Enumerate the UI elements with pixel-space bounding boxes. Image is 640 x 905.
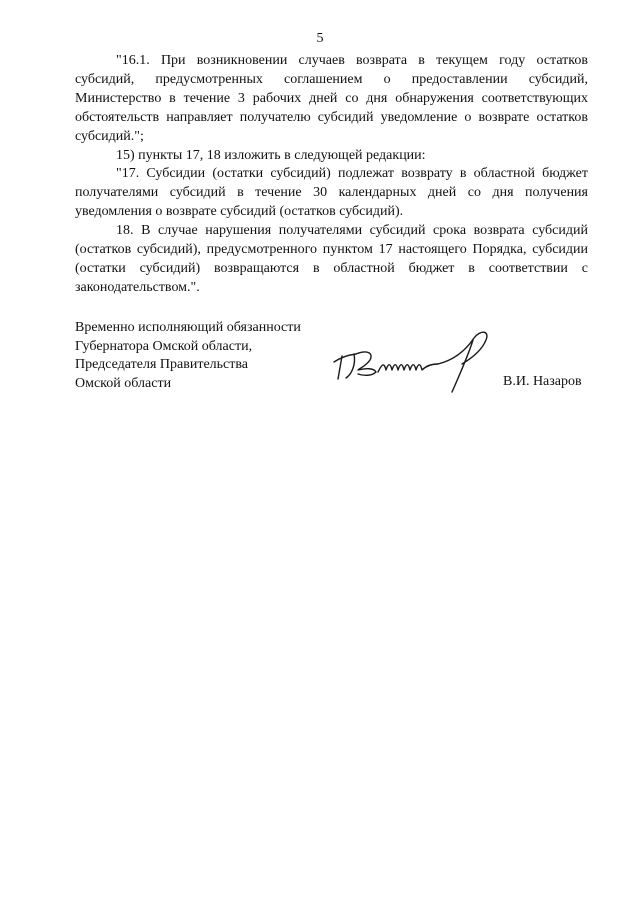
paragraph-17 xyxy=(75,165,588,222)
text-line: "17. Субсидии (остатки субсидий) подлежат возврату в областной xyxy=(116,166,535,182)
text-line: субсидий, предусмотренных соглашением о предоставлении субсидий, xyxy=(75,71,588,87)
text-line: субсидии (остатки субсидий) возвращаются в областной бюджет в xyxy=(75,242,589,276)
signatory-position xyxy=(75,319,301,393)
text-line: 18. В случае нарушения получателями субсидий срока возврата субсидий xyxy=(116,223,588,239)
text-line: Министерство в течение 3 рабочих дней со дня обнаружения соответствующих xyxy=(75,90,588,106)
signature-stroke xyxy=(356,352,376,375)
text-line: (остатков субсидий), предусмотренного пунктом 17 настоящего Порядка, xyxy=(75,242,527,258)
position-line: Временно исполняющий обязанности xyxy=(75,320,301,335)
document-body xyxy=(75,52,588,298)
text-line: бюджет получателями субсидий в течение 30 календарных дней со дня xyxy=(75,166,588,201)
position-line: Председателя Правительства xyxy=(75,357,249,372)
signature-stroke xyxy=(334,354,356,362)
signature-stroke xyxy=(438,332,487,364)
signature-stroke xyxy=(452,340,473,392)
position-line: Губернатора Омской области, xyxy=(75,338,253,354)
signature-stroke xyxy=(346,354,355,378)
text-line: обстоятельств направляет получателю субсидий уведомление о возврате xyxy=(75,109,530,125)
signature-stroke xyxy=(378,364,438,372)
handwritten-signature xyxy=(326,324,496,396)
text-line: "16.1. При возникновении случаев возврата в текущем году остатков xyxy=(116,53,588,68)
page-number: 5 xyxy=(316,31,324,46)
text-line: остатков субсидий."; xyxy=(75,109,588,144)
text-line: соответствии с законодательством.". xyxy=(75,260,588,295)
signatory-name: В.И. Назаров xyxy=(503,374,582,389)
paragraph-18 xyxy=(75,222,588,298)
text-line: 15) пункты 17, 18 изложить в следующей редакции: xyxy=(116,147,426,163)
text-line: получения уведомления о возврате субсидий (остатков субсидий). xyxy=(75,185,588,220)
paragraph-item-15 xyxy=(75,147,588,166)
position-line: Омской области xyxy=(75,375,172,391)
paragraph-16-1 xyxy=(75,52,588,147)
